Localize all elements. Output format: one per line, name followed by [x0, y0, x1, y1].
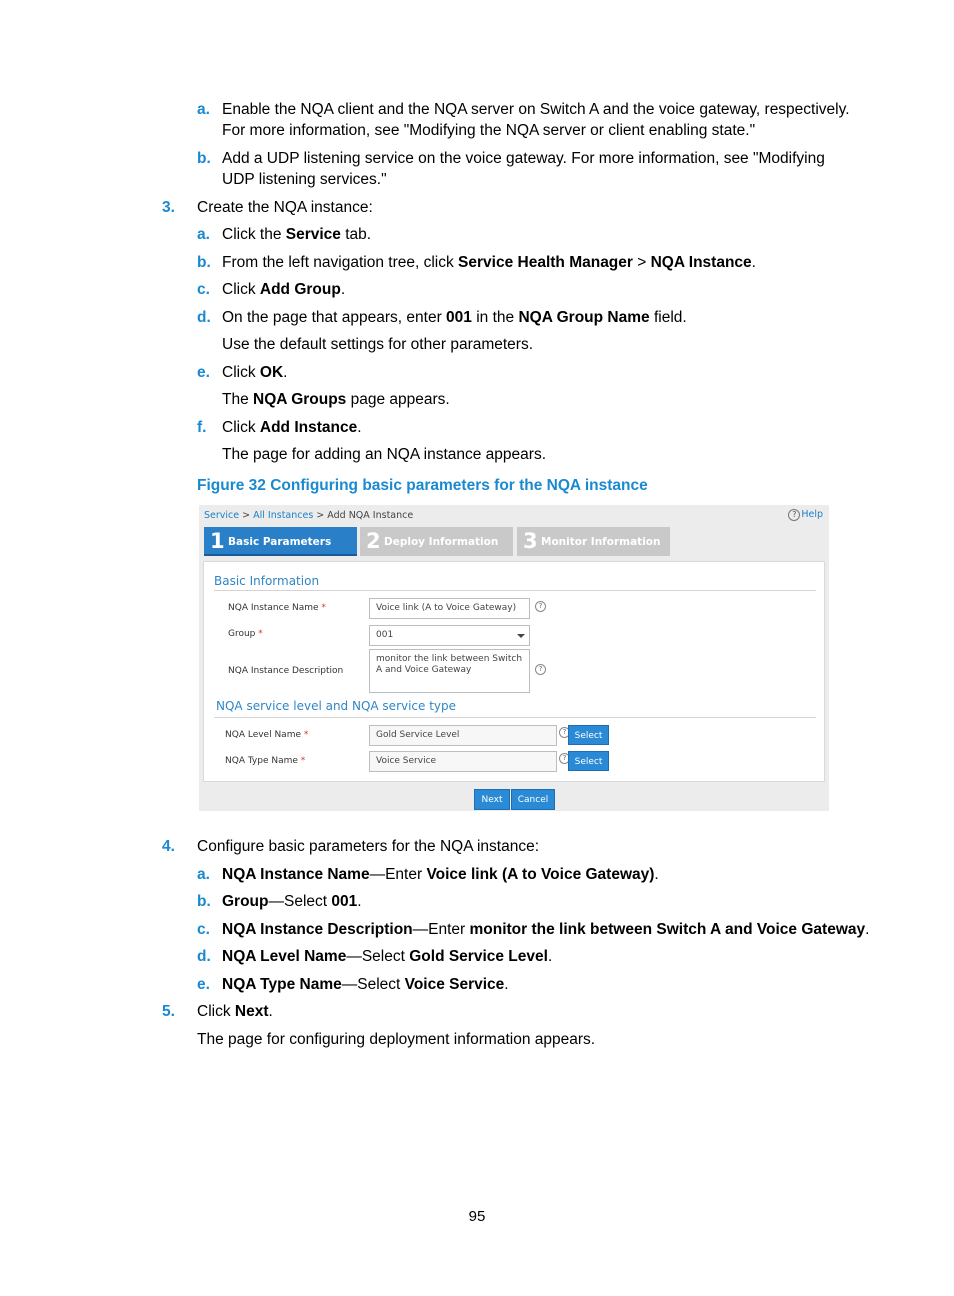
- substep-text: On the page that appears, enter 001 in the NQA Group Name field.: [222, 309, 687, 326]
- step-monitor-information[interactable]: [517, 527, 670, 556]
- step-label: Deploy Information: [384, 536, 499, 548]
- group-select[interactable]: [369, 625, 530, 646]
- help-icon[interactable]: ?: [559, 753, 570, 764]
- substep-text: From the left navigation tree, click Service Health Manager > NQA Instance.: [222, 254, 756, 271]
- step-text: Click Next.: [197, 1003, 273, 1020]
- step-text: Configure basic parameters for the NQA instance:: [197, 838, 540, 855]
- form-panel: [203, 561, 825, 782]
- substep-text: NQA Type Name—Select Voice Service.: [222, 976, 509, 993]
- list-marker: a.: [197, 101, 210, 118]
- chevron-down-icon: [517, 634, 525, 638]
- next-button[interactable]: Next: [474, 789, 510, 810]
- substep-text: Click the Service tab.: [222, 226, 372, 243]
- substep-text: Click Add Instance.: [222, 419, 362, 436]
- page-number: 95: [468, 1208, 486, 1225]
- group-label: Group *: [228, 629, 263, 639]
- breadcrumb-service[interactable]: Service: [204, 510, 240, 521]
- step-label: Monitor Information: [541, 536, 661, 548]
- section-title-basic: Basic Information: [214, 574, 320, 588]
- list-marker: b.: [197, 254, 211, 271]
- substep-note: The page for adding an NQA instance appears.: [222, 446, 546, 463]
- step-basic-parameters[interactable]: [204, 527, 357, 556]
- paragraph-line: Enable the NQA client and the NQA server on Switch A and the voice gateway, respectively.: [222, 101, 850, 118]
- figure-caption: Figure 32 Configuring basic parameters for the NQA instance: [197, 477, 648, 494]
- section-divider: [214, 590, 816, 591]
- step-number: 2: [366, 529, 381, 553]
- section-divider: [214, 717, 816, 718]
- step-number: 4.: [162, 838, 175, 855]
- step-deploy-information[interactable]: [360, 527, 513, 556]
- substep-text: NQA Instance Description—Enter monitor the link between Switch A and Voice Gateway.: [222, 921, 870, 938]
- help-icon[interactable]: ?: [559, 727, 570, 738]
- breadcrumb-separator: >: [239, 510, 254, 521]
- list-marker: a.: [197, 226, 210, 243]
- level-name-label: NQA Level Name *: [225, 730, 309, 740]
- list-marker: c.: [197, 281, 210, 298]
- breadcrumb-all-instances[interactable]: All Instances: [253, 510, 314, 521]
- step-note: The page for configuring deployment information appears.: [197, 1031, 596, 1048]
- breadcrumb-separator: >: [313, 510, 328, 521]
- step-label: Basic Parameters: [228, 536, 332, 548]
- list-marker: a.: [197, 866, 210, 883]
- section-title-service: NQA service level and NQA service type: [216, 699, 457, 713]
- step-number: 1: [210, 529, 225, 553]
- type-name-label: NQA Type Name *: [225, 756, 306, 766]
- instance-name-label: NQA Instance Name *: [228, 603, 326, 613]
- description-textarea[interactable]: monitor the link between Switch A and Voice Gateway: [369, 649, 530, 693]
- list-marker: e.: [197, 976, 210, 993]
- description-label: NQA Instance Description: [228, 666, 344, 676]
- substep-text: NQA Instance Name—Enter Voice link (A to Voice Gateway).: [222, 866, 659, 883]
- step-number: 3.: [162, 199, 175, 216]
- list-marker: c.: [197, 921, 210, 938]
- list-marker: f.: [197, 419, 207, 436]
- list-marker: e.: [197, 364, 210, 381]
- substep-text: Click OK.: [222, 364, 288, 381]
- breadcrumb-current: Add NQA Instance: [327, 510, 414, 521]
- list-marker: d.: [197, 948, 211, 965]
- instance-name-input[interactable]: Voice link (A to Voice Gateway): [369, 598, 530, 619]
- list-marker: d.: [197, 309, 211, 326]
- level-name-input[interactable]: Gold Service Level: [369, 725, 557, 746]
- type-name-input[interactable]: Voice Service: [369, 751, 557, 772]
- step-number: 5.: [162, 1003, 175, 1020]
- breadcrumb: [204, 510, 413, 521]
- paragraph-line: For more information, see "Modifying the NQA server or client enabling state.": [222, 122, 756, 139]
- list-marker: b.: [197, 150, 211, 167]
- substep-note: The NQA Groups page appears.: [222, 391, 450, 408]
- substep-text: Click Add Group.: [222, 281, 346, 298]
- help-icon: ?: [788, 509, 800, 521]
- cancel-button[interactable]: Cancel: [511, 789, 555, 810]
- help-label: Help: [801, 509, 823, 520]
- group-select-value: 001: [376, 630, 394, 640]
- list-marker: b.: [197, 893, 211, 910]
- help-link[interactable]: [788, 509, 823, 521]
- step-number: 3: [523, 529, 538, 553]
- paragraph-line: Add a UDP listening service on the voice gateway. For more information, see "Modifying: [222, 150, 825, 167]
- select-type-button[interactable]: Select: [568, 751, 609, 771]
- substep-text: NQA Level Name—Select Gold Service Level.: [222, 948, 553, 965]
- substep-note: Use the default settings for other parameters.: [222, 336, 534, 353]
- paragraph-line: UDP listening services.": [222, 171, 387, 188]
- help-icon[interactable]: ?: [535, 601, 546, 612]
- substep-text: Group—Select 001.: [222, 893, 362, 910]
- help-icon[interactable]: ?: [535, 664, 546, 675]
- nqa-instance-figure: [199, 505, 829, 811]
- select-level-button[interactable]: Select: [568, 725, 609, 745]
- step-text: Create the NQA instance:: [197, 199, 373, 216]
